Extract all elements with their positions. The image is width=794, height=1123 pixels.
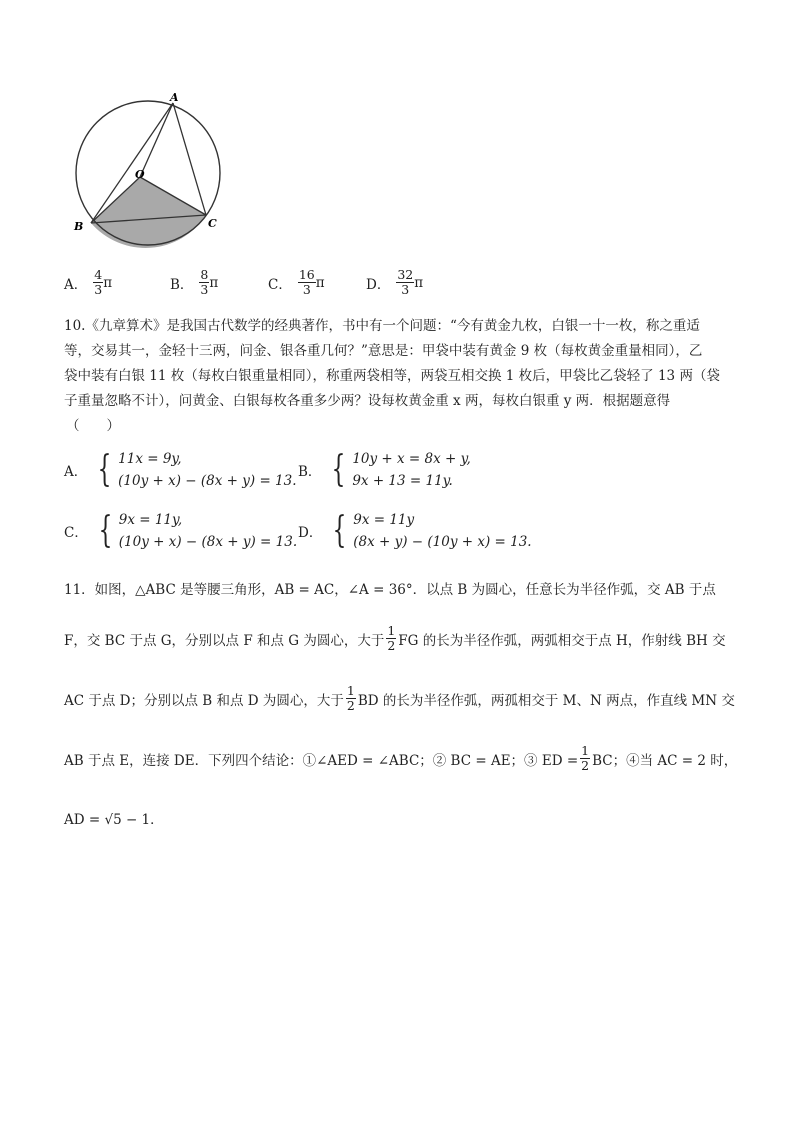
q10-option-b[interactable]: B． { 10y + x = 8x + y, 9x + 13 = 11y. <box>298 449 471 490</box>
brace-icon: { <box>332 510 347 551</box>
label-a: A <box>170 91 179 104</box>
q9-option-d[interactable]: D． $\frac{32}{3}$ π <box>366 267 424 298</box>
q11-line-5: AD = √5 − 1． <box>64 812 164 828</box>
q11-line-1: 11．如图，△ABC 是等腰三角形，AB = AC，∠A = 36°．以点 B 为圆心，任意长为半径作弧，交 AB 于点 <box>64 582 716 598</box>
brace-icon: { <box>97 449 112 490</box>
brace-icon: { <box>98 510 113 551</box>
label-b: B <box>74 220 84 233</box>
q10-text-line-1: 10.《九章算术》是我国古代数学的经典著作，书中有一个问题：“今有黄金九枚，白银一十一枚，称之重适 <box>64 318 700 334</box>
brace-icon: { <box>332 449 346 490</box>
q9-option-b[interactable]: B． $\frac{8}{3}$ π <box>170 267 219 298</box>
q10-answer-blank: （ ） <box>66 418 120 434</box>
label-c: C <box>208 217 217 230</box>
q11-line-2: F，交 BC 于点 G，分别以点 F 和点 G 为圆心，大于 $\frac{1}{2}$ FG 的长为半径作弧，两弧相交于点 H，作射线 BH 交 <box>64 623 726 654</box>
q11-line-4: AB 于点 E，连接 DE．下列四个结论：①∠AED = ∠ABC；② BC = AE；③ ED = $\frac{1}{2}$ BC；④当 AC = 2 时， <box>64 743 738 774</box>
q10-text-line-3: 袋中装有白银 11 枚（每枚白银重量相同），称重两袋相等，两袋互相交换 1 枚后，甲袋比乙袋轻了 13 两（袋 <box>64 368 720 384</box>
q11-line-3: AC 于点 D；分别以点 B 和点 D 为圆心，大于 $\frac{1}{2}$ BD 的长为半径作弧，两孤相交于 M、N 两点，作直线 MN 交 <box>64 683 735 714</box>
q10-text-line-2: 等，交易其一，金轻十三两，问金、银各重几何？”意思是：甲袋中装有黄金 9 枚（每枚黄金重量相同），乙 <box>64 343 703 359</box>
shaded-region <box>91 177 206 248</box>
q9-option-c[interactable]: C． $\frac{16}{3}$ π <box>268 267 325 298</box>
q10-option-d[interactable]: D． { 9x = 11y (8x + y) − (10y + x) = 13. <box>298 510 532 551</box>
label-o: O <box>135 168 145 181</box>
q10-option-c[interactable]: C． { 9x = 11y, (10y + x) − (8x + y) = 13. <box>64 510 298 551</box>
geometry-figure <box>60 85 240 260</box>
segment-oa <box>140 103 173 177</box>
q10-option-a[interactable]: A． { 11x = 9y, (10y + x) − (8x + y) = 13. <box>64 449 297 490</box>
q9-option-a[interactable]: A． $\frac{4}{3}$ π <box>64 267 113 298</box>
q10-text-line-4: 子重量忽略不计），问黄金、白银每枚各重多少两？设每枚黄金重 x 两，每枚白银重 y 两．根据题意得 <box>64 393 671 409</box>
